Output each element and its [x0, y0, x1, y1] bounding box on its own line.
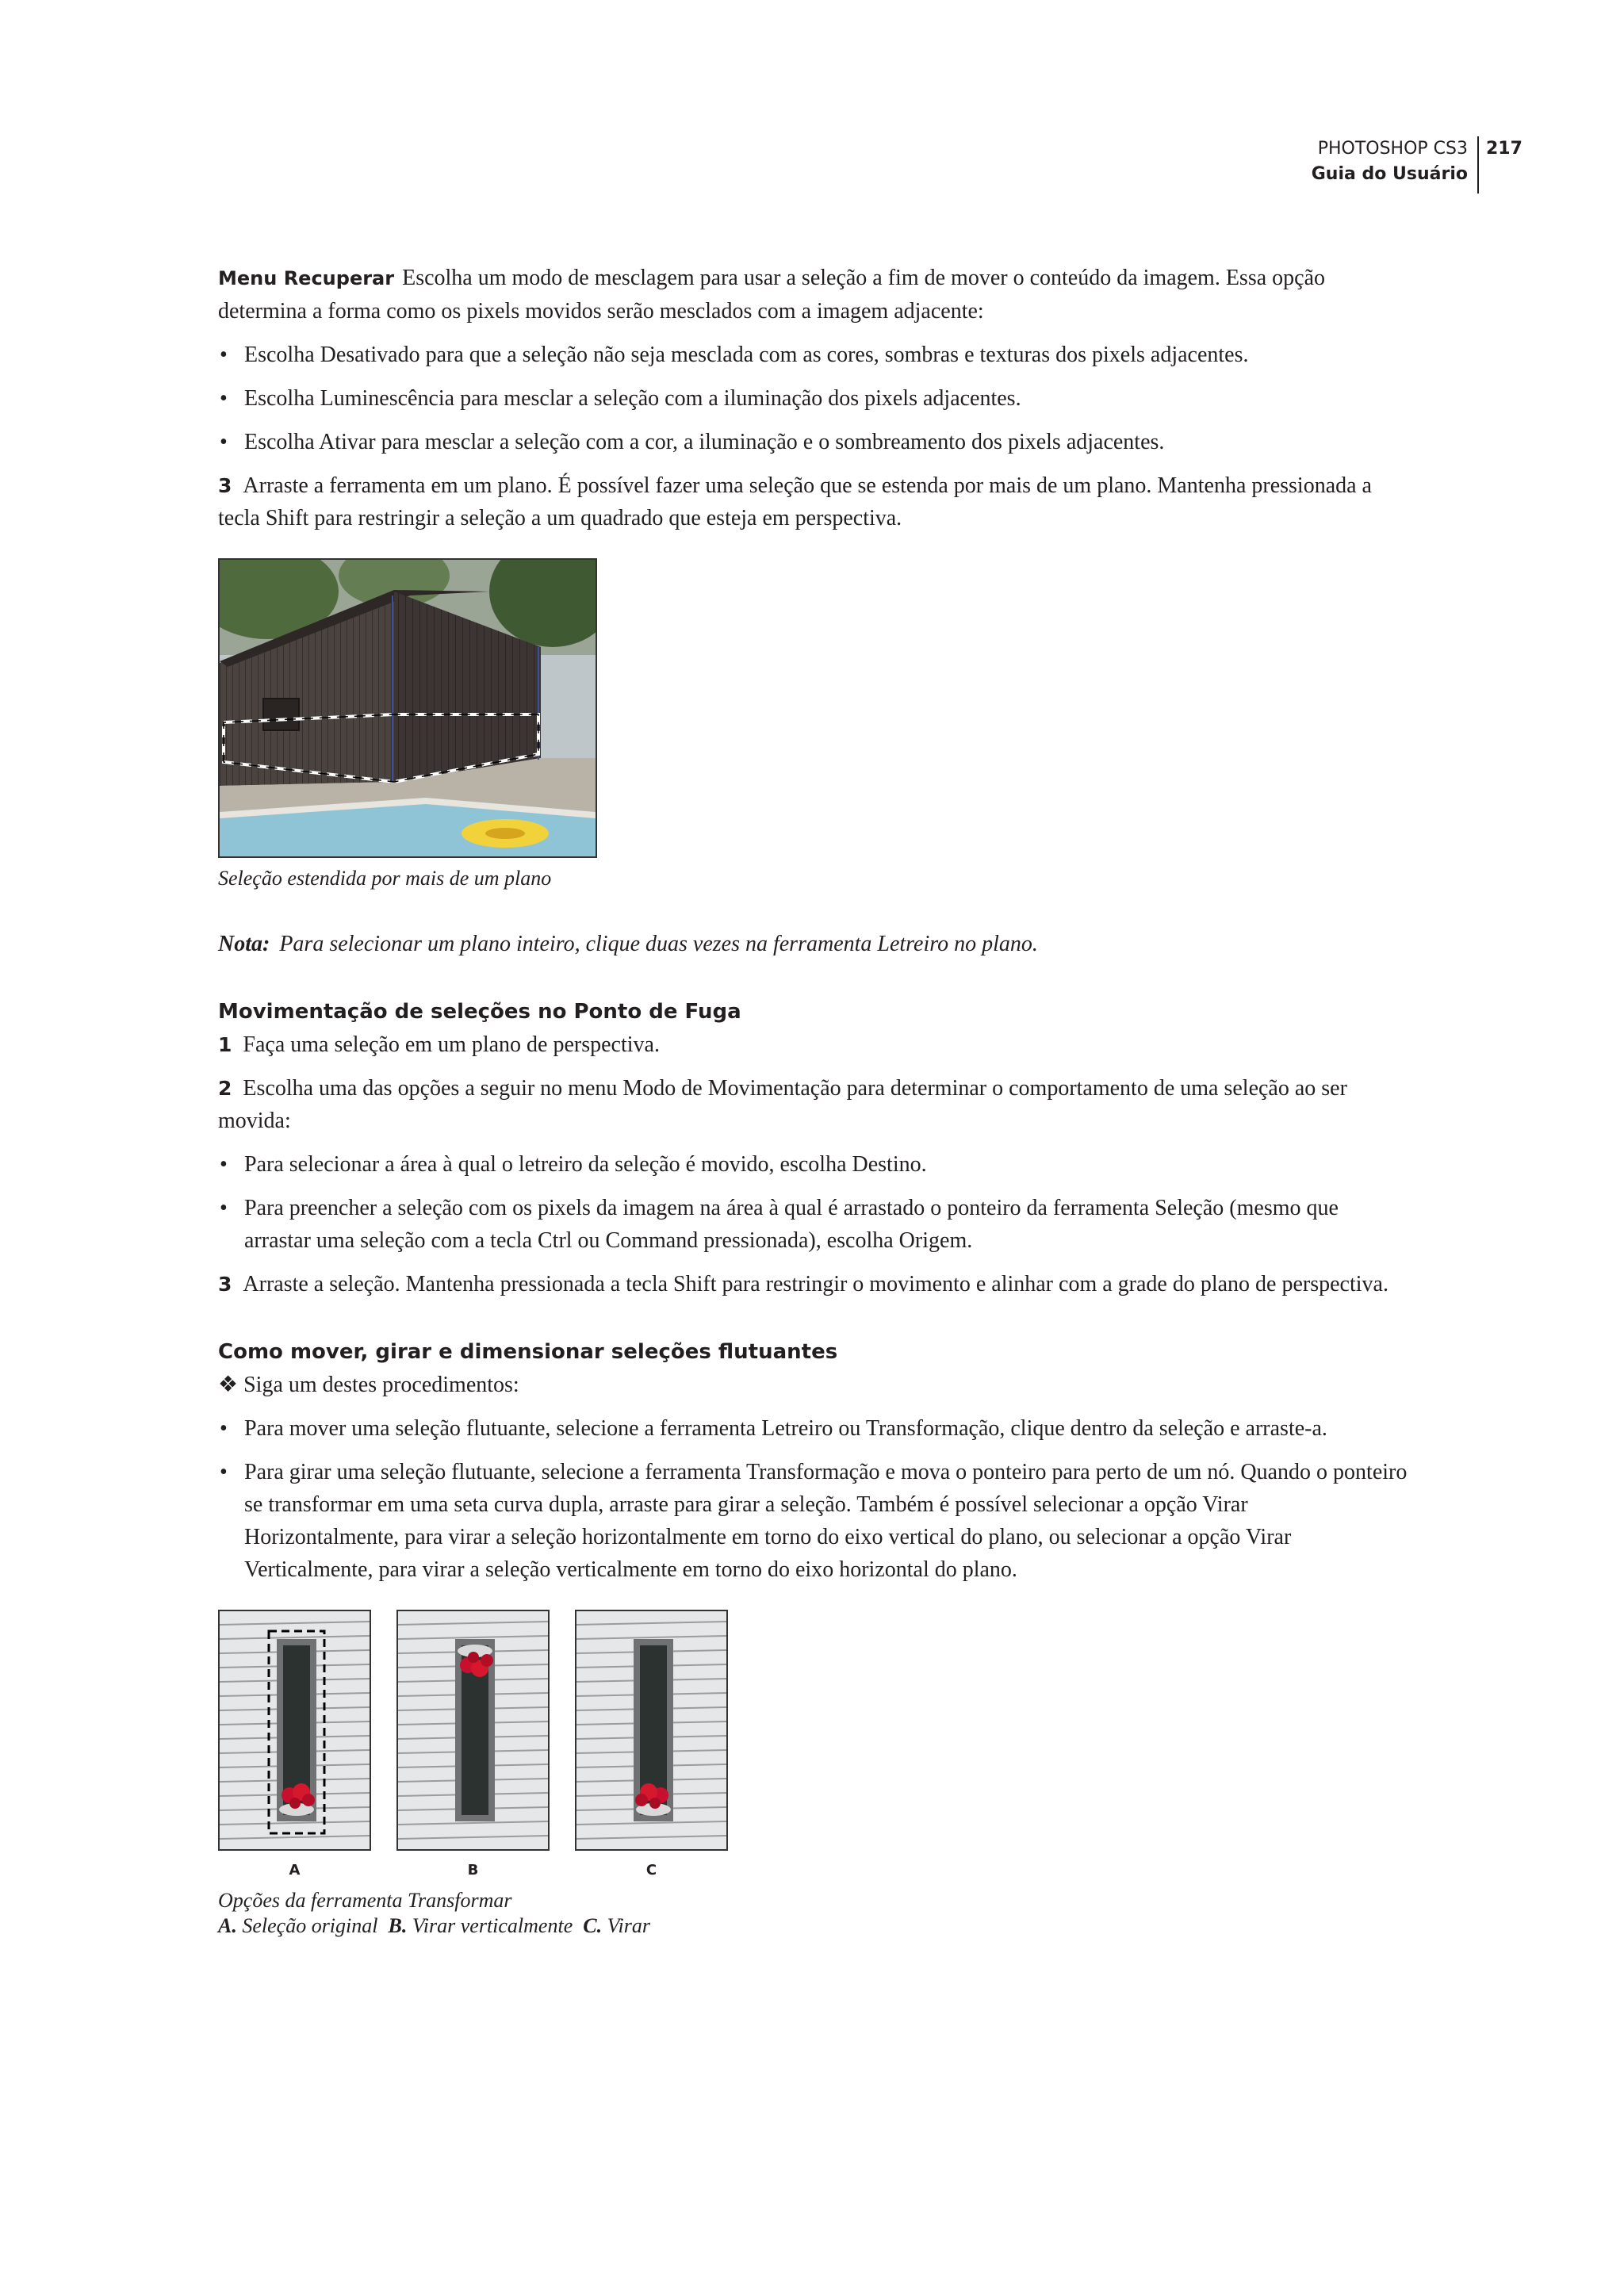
figure-panel-labels	[218, 1862, 1408, 1878]
step-text: Arraste a seleção. Mantenha pressionada a tecla Shift para restringir o movimento e alinhar com a grade do plano de perspectiva.	[243, 1272, 1388, 1296]
list-item	[218, 1412, 1408, 1445]
intro-paragraph	[218, 262, 1408, 327]
note-text: Para selecionar um plano inteiro, clique duas vezes na ferramenta Letreiro no plano.	[279, 932, 1038, 956]
transform-options-figure	[218, 1610, 1408, 1851]
step-paragraph	[218, 1072, 1408, 1137]
step-number: 1	[218, 1033, 232, 1056]
bullet-glyph: •	[220, 1416, 228, 1441]
step-paragraph	[218, 469, 1408, 534]
list-item-text: Escolha Ativar para mesclar a seleção com a cor, a iluminação e o sombreamento dos pixels adjacentes.	[244, 430, 1165, 454]
legend-text: Virar	[607, 1914, 650, 1937]
list-item-text: Para preencher a seleção com os pixels da imagem na área à qual é arrastado o ponteiro da ferramenta Seleção (mesmo que arrastar uma seleção com a tecla Ctrl ou Command pressionada), escolha Origem.	[244, 1196, 1339, 1253]
window-panel-a	[218, 1610, 371, 1851]
bullet-glyph: •	[220, 1460, 228, 1484]
floating-selection-list	[218, 1412, 1408, 1586]
list-item	[218, 382, 1408, 415]
page-number: 217	[1486, 139, 1522, 159]
step-text: Arraste a ferramenta em um plano. É possível fazer uma seleção que se estenda por mais de um plano. Mantenha pressionada a tecla Shift para restringir a seleção a um quadrado que esteja em perspectiva.	[218, 473, 1372, 530]
section-heading: Movimentação de seleções no Ponto de Fuga	[218, 1000, 741, 1024]
header-guide-title: Guia do Usuário	[1311, 164, 1468, 184]
bullet-glyph: •	[220, 343, 228, 367]
list-item	[218, 339, 1408, 371]
house-illustration	[220, 560, 596, 856]
move-mode-list	[218, 1148, 1408, 1257]
house-selection-photo	[218, 558, 597, 858]
window-flipped-illustration	[576, 1611, 726, 1849]
runin-heading: Menu Recuperar	[218, 267, 395, 289]
panel-label-c: C	[645, 1862, 657, 1878]
legend-text: Seleção original	[242, 1914, 378, 1937]
bullet-glyph: •	[220, 1152, 228, 1177]
list-item-text: Escolha Desativado para que a seleção não seja mesclada com as cores, sombras e texturas dos pixels adjacentes.	[244, 343, 1249, 367]
list-item-text: Para selecionar a área à qual o letreiro da seleção é movido, escolha Destino.	[244, 1152, 927, 1177]
window-flipped-vertical-illustration	[398, 1611, 548, 1849]
figure-caption: Seleção estendida por mais de um plano	[218, 867, 552, 890]
step-text: Faça uma seleção em um plano de perspectiva.	[243, 1032, 660, 1057]
page-content	[218, 262, 1408, 1939]
list-item-text: Para mover uma seleção flutuante, selecione a ferramenta Letreiro ou Transformação, clique dentro da seleção e arraste-a.	[244, 1416, 1327, 1441]
bullet-glyph: •	[220, 1196, 228, 1220]
panel-label-a: A	[289, 1862, 301, 1878]
list-item-text: Para girar uma seleção flutuante, selecione a ferramenta Transformação e mova o ponteiro para perto de um nó. Quando o ponteiro se transformar em uma seta curva dupla, arraste para girar a seleção. Também é possível selecionar a opção Virar Horizontalmente, para virar a seleção horizontalmente em torno do eixo vertical do plano, ou selecionar a opção Virar Verticalmente, para virar a seleção verticalmente em torno do eixo horizontal do plano.	[244, 1460, 1408, 1582]
header-product: PHOTOSHOP CS3	[1317, 139, 1468, 159]
legend-key: B.	[388, 1914, 408, 1937]
legend-text: Virar verticalmente	[412, 1914, 573, 1937]
list-item	[218, 1192, 1408, 1257]
figure-legend	[218, 1913, 1408, 1939]
step-text: Escolha uma das opções a seguir no menu Modo de Movimentação para determinar o comportamento de uma seleção ao ser movida:	[218, 1076, 1347, 1133]
window-original-illustration	[220, 1611, 370, 1849]
note-label: Nota:	[218, 932, 270, 956]
step-paragraph	[218, 1028, 1408, 1061]
legend-key: A.	[218, 1914, 237, 1937]
bullet-glyph: •	[220, 386, 228, 411]
list-item	[218, 1148, 1408, 1181]
note-paragraph	[218, 928, 1408, 960]
list-item-text: Escolha Luminescência para mesclar a seleção com a iluminação dos pixels adjacentes.	[244, 386, 1021, 411]
figure-caption: Opções da ferramenta Transformar	[218, 1889, 512, 1912]
legend-key: C.	[583, 1914, 603, 1937]
blend-mode-list	[218, 339, 1408, 458]
procedure-lead: ❖ Siga um destes procedimentos:	[218, 1373, 519, 1397]
list-item	[218, 426, 1408, 458]
window-panel-b	[396, 1610, 550, 1851]
window-panel-c	[575, 1610, 728, 1851]
bullet-glyph: •	[220, 430, 228, 454]
list-item	[218, 1456, 1408, 1586]
panel-label-b: B	[467, 1862, 479, 1878]
step-number: 2	[218, 1077, 232, 1100]
step-number: 3	[218, 1273, 232, 1296]
step-paragraph	[218, 1268, 1408, 1300]
section-heading: Como mover, girar e dimensionar seleções flutuantes	[218, 1340, 838, 1364]
running-header	[1312, 136, 1479, 193]
intro-text: Escolha um modo de mesclagem para usar a seleção a fim de mover o conteúdo da imagem. Essa opção determina a forma como os pixels movidos serão mesclados com a imagem adjacente:	[218, 266, 1326, 324]
step-number: 3	[218, 474, 232, 497]
